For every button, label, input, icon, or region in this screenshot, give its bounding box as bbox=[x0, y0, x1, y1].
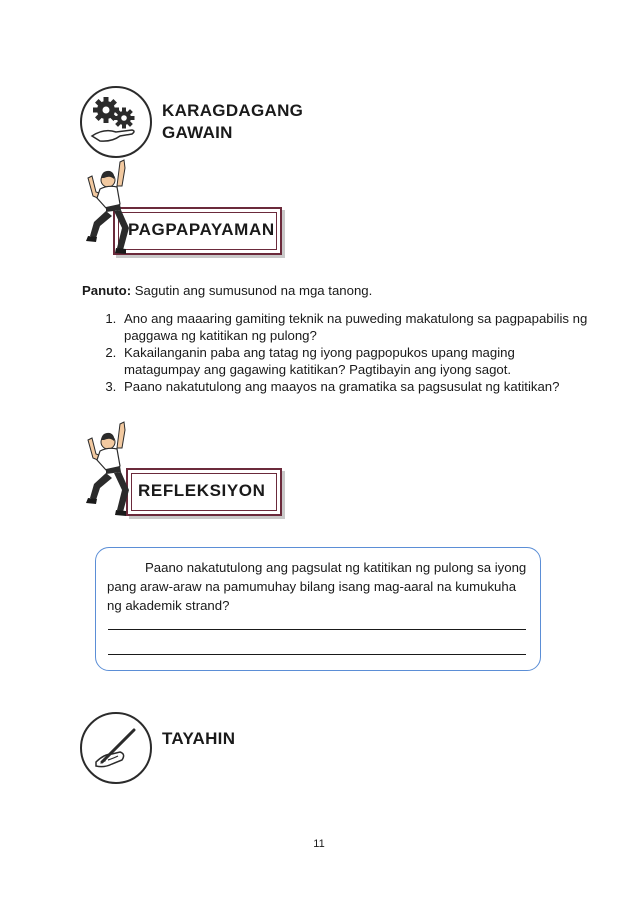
section-title-tayahin: TAYAHIN bbox=[162, 729, 236, 748]
question-item-3: 3. Paano nakatutulong ang maayos na gramatika sa pagsusulat ng katitikan? bbox=[120, 378, 590, 395]
title-line-1: KARAGDAGANG bbox=[162, 101, 304, 120]
answer-line-1[interactable] bbox=[108, 629, 526, 630]
section-title-karagdagang bbox=[162, 100, 303, 144]
page-number: 11 bbox=[313, 838, 325, 850]
answer-line-2[interactable] bbox=[108, 654, 526, 655]
reflection-prompt: Paano nakatutulong ang pagsulat ng katitikan ng pulong sa iyong pang araw-araw na pamumuhay bilang isang mag-aaral na kumukuha ng akademik strand? bbox=[107, 560, 527, 613]
reflection-box bbox=[95, 547, 541, 671]
panuto-text: Sagutin ang sumusunod na mga tanong. bbox=[131, 283, 373, 298]
question-item-1: 1. Ano ang maaaring gamiting teknik na puweding makatulong sa pagpapabilis ng paggawa ng katitikan ng pulong? bbox=[120, 310, 590, 344]
panuto-instruction bbox=[82, 283, 372, 298]
section-title-refleksiyon: REFLEKSIYON bbox=[138, 481, 266, 500]
hand-writing-pen-icon bbox=[80, 712, 152, 784]
gears-hand-icon bbox=[80, 86, 152, 158]
student-cheering-figure bbox=[84, 158, 142, 260]
title-line-2: GAWAIN bbox=[162, 123, 233, 142]
panuto-label: Panuto: bbox=[82, 283, 132, 298]
question-list bbox=[82, 310, 590, 395]
section-title-pagpapayaman: PAGPAPAYAMAN bbox=[128, 220, 275, 239]
student-cheering-figure bbox=[84, 420, 142, 522]
question-item-2: 2. Kakailanganin paba ang tatag ng iyong pagpopukos upang maging matagumpay ang gagawing katitikan? Pagtibayin ang iyong sagot. bbox=[120, 344, 590, 378]
